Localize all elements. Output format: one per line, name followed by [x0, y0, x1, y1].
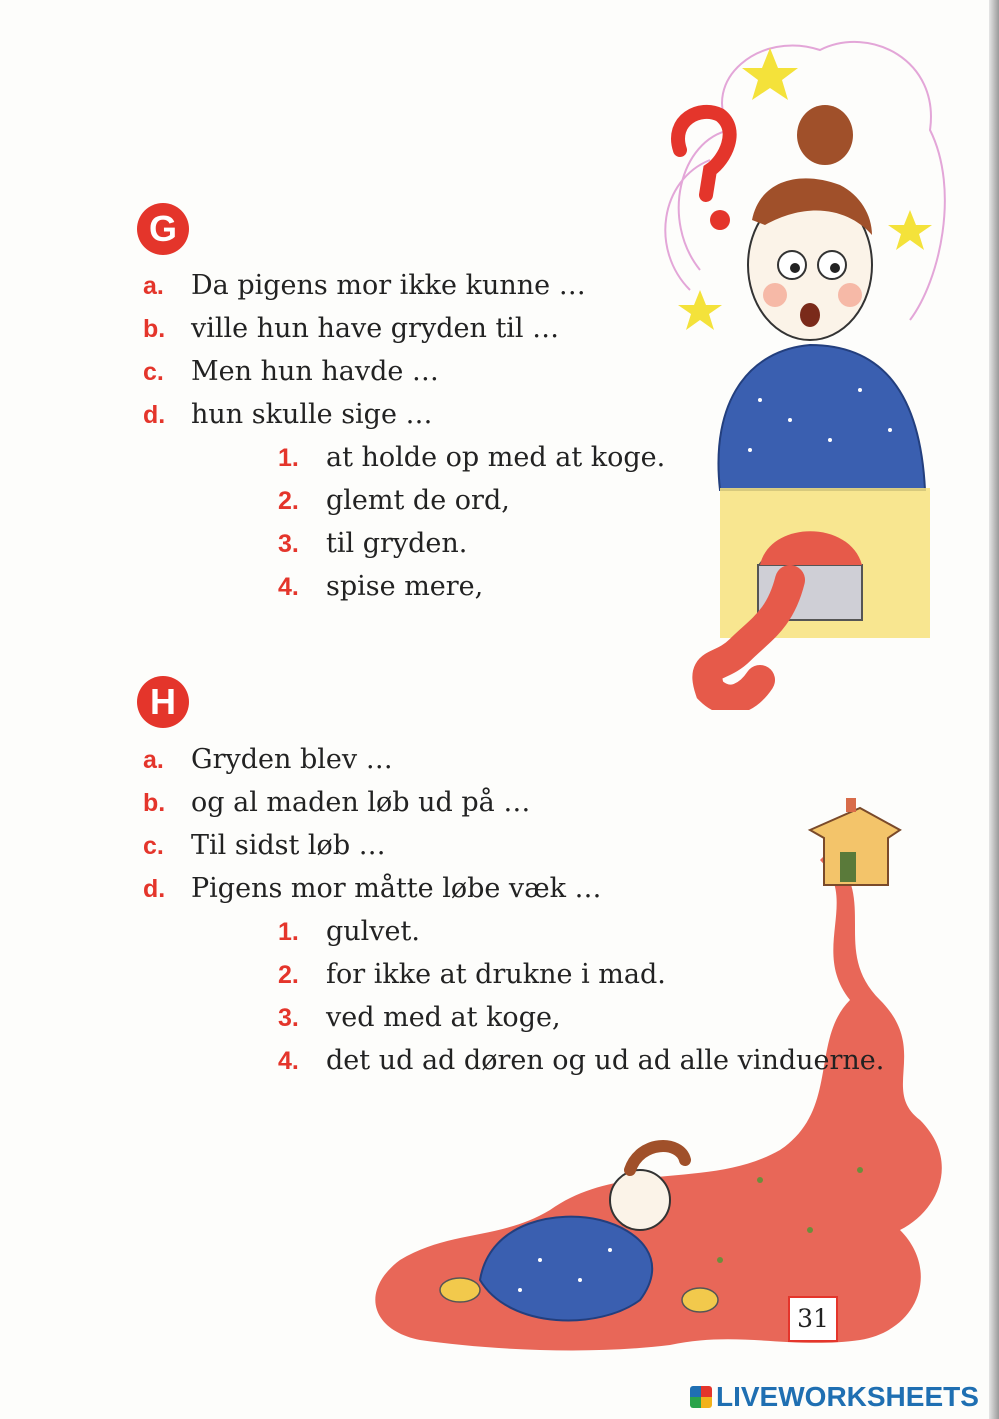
liveworksheets-logo	[690, 1380, 979, 1414]
clause-text: Da pigens mor ikke kunne …	[191, 270, 586, 301]
clause-h-a	[143, 740, 393, 780]
clause-h-b	[143, 783, 530, 823]
clause-key: a.	[143, 272, 164, 300]
ending-h-2	[278, 955, 666, 995]
ending-text: glemt de ord,	[326, 485, 510, 516]
clause-text: Til sidst løb …	[191, 830, 386, 861]
section-badge-h: H	[137, 676, 189, 728]
watermark-text: LIVEWORKSHEETS	[716, 1381, 979, 1412]
ending-g-1	[278, 438, 665, 478]
clause-key: c.	[143, 358, 164, 386]
clause-text: Men hun havde …	[191, 356, 439, 387]
ending-text: gulvet.	[326, 916, 420, 947]
clause-h-d	[143, 869, 602, 909]
ending-g-3	[278, 524, 467, 564]
clause-key: b.	[143, 789, 166, 817]
clause-text: og al maden løb ud på …	[191, 787, 531, 818]
ending-text: for ikke at drukne i mad.	[326, 959, 666, 990]
clause-text: Pigens mor måtte løbe væk …	[191, 873, 602, 904]
ending-key: 3.	[278, 1004, 299, 1032]
section-badge-g: G	[137, 203, 189, 255]
clause-g-a	[143, 266, 586, 306]
ending-key: 4.	[278, 573, 299, 601]
clause-text: hun skulle sige …	[191, 399, 433, 430]
ending-h-3	[278, 998, 561, 1038]
ending-key: 3.	[278, 530, 299, 558]
clause-key: b.	[143, 315, 166, 343]
ending-text: ved med at koge,	[326, 1002, 561, 1033]
ending-h-4	[278, 1041, 884, 1081]
ending-text: til gryden.	[326, 528, 468, 559]
ending-key: 4.	[278, 1047, 299, 1075]
ending-text: spise mere,	[326, 571, 484, 602]
ending-text: det ud ad døren og ud ad alle vinduerne.	[326, 1045, 885, 1076]
clause-text: Gryden blev …	[191, 744, 393, 775]
clause-g-b	[143, 309, 559, 349]
ending-g-2	[278, 481, 510, 521]
ending-g-4	[278, 567, 483, 607]
ending-key: 2.	[278, 961, 299, 989]
ending-key: 1.	[278, 918, 299, 946]
book-spine-shadow	[989, 0, 999, 1419]
clause-h-c	[143, 826, 386, 866]
clause-text: ville hun have gryden til …	[191, 313, 560, 344]
ending-h-1	[278, 912, 420, 952]
clause-g-d	[143, 395, 433, 435]
clause-g-c	[143, 352, 439, 392]
clause-key: c.	[143, 832, 164, 860]
ending-key: 2.	[278, 487, 299, 515]
confused-woman-illustration	[640, 20, 970, 710]
clause-key: a.	[143, 746, 164, 774]
ending-text: at holde op med at koge.	[326, 442, 666, 473]
liveworksheets-logo-icon	[690, 1386, 712, 1408]
page-number: 31	[788, 1296, 838, 1342]
ending-key: 1.	[278, 444, 299, 472]
clause-key: d.	[143, 401, 166, 429]
clause-key: d.	[143, 875, 166, 903]
